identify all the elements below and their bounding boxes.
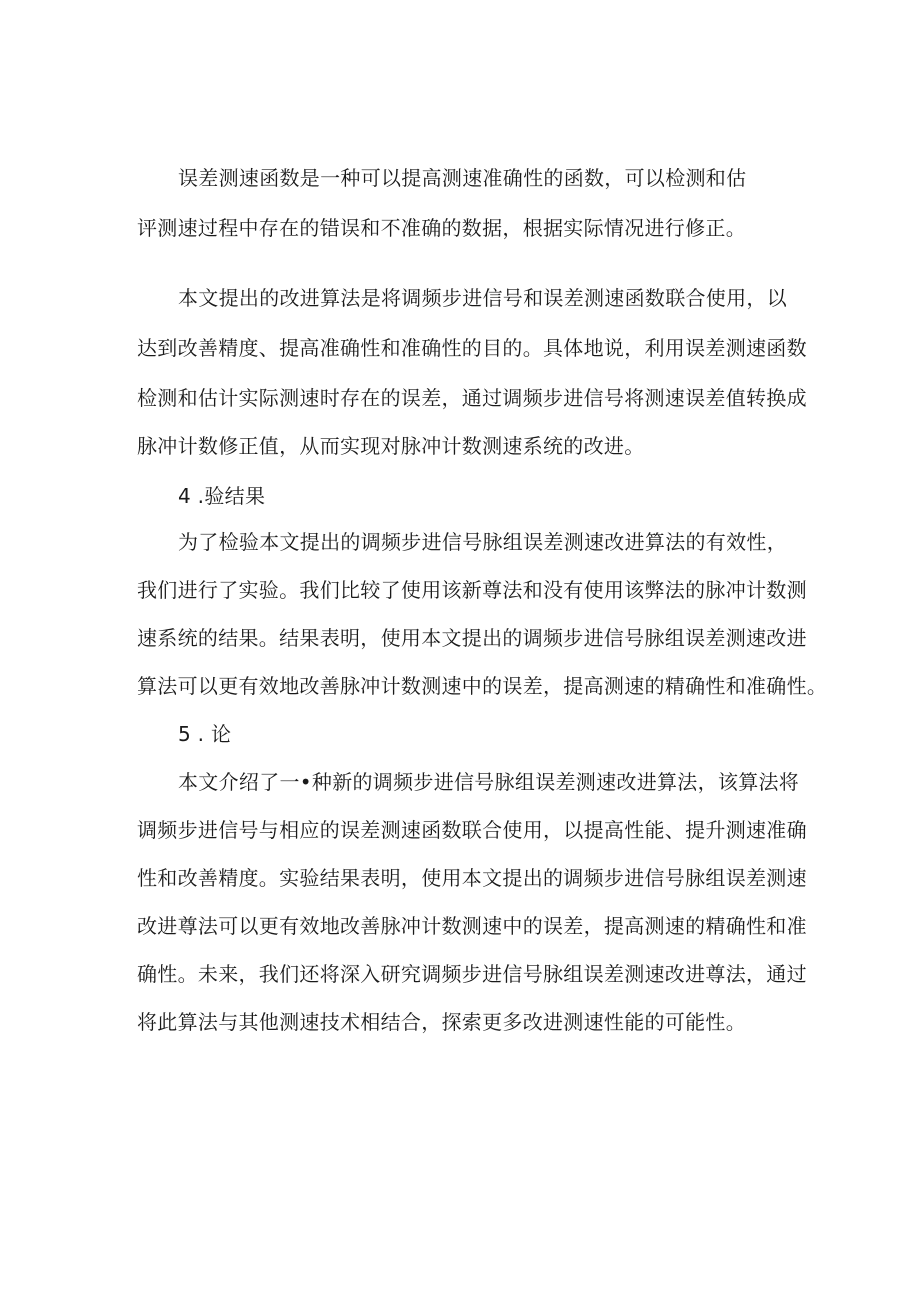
paragraph-1-line-2: 评测速过程中存在的错误和不准确的数据，根据实际情况进行修正。: [137, 216, 746, 240]
paragraph-4-line-6: 将此算法与其他测速技术相结合，探索更多改进测速性能的可能性。: [137, 1010, 746, 1034]
paragraph-4-line-1: 本文介绍了一•种新的调频步进信号脉组误差测速改进算法，该算法将: [178, 770, 800, 794]
paragraph-3-line-1: 为了检验本文提出的调频步进信号脉组误差测速改进算法的有效性，: [178, 530, 787, 554]
paragraph-2-line-2: 达到改善精度、提高准确性和准确性的目的。具体地说，利用误差测速函数: [137, 336, 807, 360]
paragraph-2-line-4: 脉冲计数修正值，从而实现对脉冲计数测速系统的改进。: [137, 434, 645, 458]
section-heading-4: 4 .验结果: [178, 484, 266, 508]
paragraph-3-line-4: 算法可以更有效地改善脉冲计数测速中的误差，提高测速的精确性和准确性。: [137, 674, 828, 698]
paragraph-2-line-3: 检测和估计实际测速时存在的误差，通过调频步进信号将测速误差值转换成: [137, 386, 807, 410]
paragraph-4-line-5: 确性。未来，我们还将深入研究调频步进信号脉组误差测速改进尊法，通过: [137, 962, 807, 986]
paragraph-4-line-2: 调频步进信号与相应的误差测速函数联合使用，以提高性能、提升测速准确: [137, 818, 807, 842]
paragraph-2-line-1: 本文提出的改进算法是将调频步进信号和误差测速函数联合使用，以: [178, 286, 787, 310]
section-heading-5: 5 . 论: [178, 722, 232, 746]
paragraph-1-line-1: 误差测速函数是一种可以提高测速准确性的函数，可以检测和估: [178, 166, 747, 190]
paragraph-3-line-3: 速系统的结果。结果表明，使用本文提出的调频步进信号脉组误差测速改进: [137, 626, 807, 650]
paragraph-3-line-2: 我们进行了实验。我们比较了使用该新尊法和没有使用该弊法的脉冲计数测: [137, 578, 807, 602]
paragraph-4-line-3: 性和改善精度。实验结果表明，使用本文提出的调频步进信号脉组误差测速: [137, 866, 807, 890]
paragraph-4-line-4: 改进尊法可以更有效地改善脉冲计数测速中的误差，提高测速的精确性和准: [137, 914, 807, 938]
